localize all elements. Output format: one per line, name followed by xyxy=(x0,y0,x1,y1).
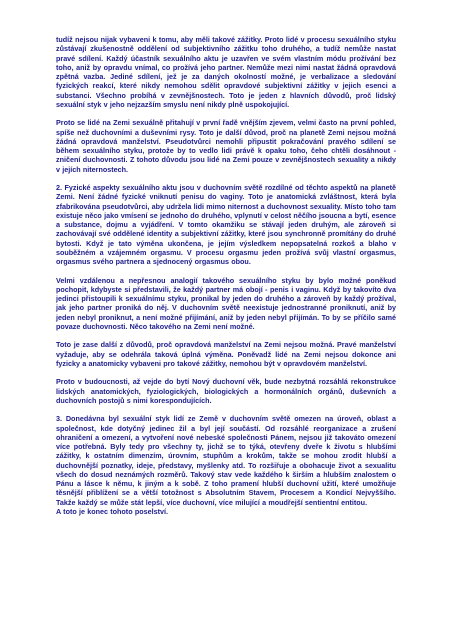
paragraph-gap xyxy=(56,109,396,118)
paragraph-gap xyxy=(56,266,396,275)
paragraph-gap xyxy=(56,174,396,183)
paragraph-gap xyxy=(56,331,396,340)
paragraph-5: Toto je zase další z důvodů, proč opravdová manželství na Zemi nejsou možná. Pravé manželství vyžaduje, aby se odehrála taková úplná výměna. Poněvadž lidé na Zemi nejsou dokonce ani fyzicky a anatomicky vybaveni pro takové zážitky, nemohou být v opravdovém manželství. xyxy=(56,340,396,368)
paragraph-7: 3. Donedávna byl sexuální styk lidí ze Země v duchovním světě omezen na úroveň, oblast a společnost, kde dotyčný jedinec žil a byl její součástí. Od rozsáhlé reorganizace a zrušení ohraničení a omezení, a vytvoření nové nebeské společnosti Pánem, nejsou již takováto omezení více potřebná. Byly tedy pro všechny ty, jichž se to týká, otevřeny dveře k životu s hlubšími zážitky, k ostatním dimenzím, úrovním, stupňům a krokům, takže se mohou zrodit hlubší a duchovnější poznatky, ideje, představy, myšlenky atd. To rozšiřuje a obohacuje život a sexualitu všech do dosud neznámých rozměrů. Takový stav vede každého k širším a hlubším znalostem o Pánu a lásce k němu, k jiným a k sobě. Z toho pramení hlubší duchovní užití, které umožňuje těsnější přiblížení se a větší totožnost s Absolutním Stavem, Procesem a Kondicí Nejvyššího. Takže každý se může stát lepší, více duchovní, více milující a moudřejší sentientní entitou. xyxy=(56,414,396,507)
paragraph-2: Proto se lidé na Zemi sexuálně přitahují v první řadě vnějším zjevem, velmi často na první pohled, spíše než duchovními a duševními rysy. Toto je další důvod, proč na planetě Zemi nejsou možná žádná opravdová manželství. Pseudotvůrci nemohli připustit pokračování pravého sdílení se během sexuálního styku, protože by to vedlo lidi právě k opaku toho, čeho chtěli dosáhnout - zničení duchovnosti. Z tohoto důvodu jsou lidé na Zemi pouze v zevnějšnostech sexuality a nikdy v jejích niternostech. xyxy=(56,118,396,174)
paragraph-3: 2. Fyzické aspekty sexuálního aktu jsou v duchovním světě rozdílné od těchto aspektů na planetě Zemi. Není žádné fyzické vniknutí penisu do vaginy. Toto je anatomická zvláštnost, která byla zfabrikována pseudotvůrci, aby udržela lidi mimo niternost a duchovnost sexuality. Místo toho tam existuje něco jako vmísení se jednoho do druhého, vplynutí v celost něčího jsoucna a bytí, esence a substance, dojmu a vyjádření. V tomto okamžiku se stávají jeden druhým, ale zároveň si zachovávají své oddělené identity a subjektivní zážitky, které jsou synchronně promítány do druhé bytosti. Když je tato výměna ukončena, je jejím výsledkem nepopsatelná rozkoš a blaho v souběžném a vzájemném orgasmu. V procesu orgasmu jeden prožívá svůj vlastní orgasmus, orgasmus svého partnera a sjednocený orgasmus obou. xyxy=(56,183,396,266)
paragraph-1: tudíž nejsou nijak vybaveni k tomu, aby měli takové zážitky. Proto lidé v procesu sexuálního styku zůstávají zkušenostně oddělení od subjektivního zážitku toho druhého, a tudíž nemůže nastat pravé sdílení. Každý účastník sexuálního aktu je uzavřen ve svém vlastním módu prožívání bez toho, aniž by opravdu vnímal, co prožívá jeho partner. Nemůže mezi nimi nastat žádná opravdová zpětná vazba. Jediné sdílení, jež je za daných okolností možné, je verbalizace a sledování fyzických reakcí, které nikdy nemohou sdělit opravdové subjektivní zážitky v jejich esenci a substanci. Všechno probíhá v zevnějšnostech. Toto je jeden z hlavních důvodů, proč lidský sexuální styk v jeho nejzazším smyslu není nikdy plně uspokojující. xyxy=(56,35,396,109)
paragraph-gap xyxy=(56,368,396,377)
paragraph-gap xyxy=(56,405,396,414)
closing-line: A toto je konec tohoto poselství. xyxy=(56,506,168,516)
paragraph-6: Proto v budoucnosti, až vejde do bytí Nový duchovní věk, bude nezbytná rozsáhlá rekonstrukce lidských anatomických, fyziologických, biologických a hormonálních orgánů, duševních a duchovních postojů s nimi korespondujících. xyxy=(56,377,396,405)
paragraph-4: Velmi vzdálenou a nepřesnou analogií takového sexuálního styku by bylo možné poněkud pochopit, kdybyste si představili, že každý partner má obojí - penis i vaginu. Když by takovíto dva jedinci přistoupili k sexuálnímu styku, pronikal by jeden do druhého a zároveň by každý prožíval, jak jeho partner proniká do něj. V duchovním světě neexistuje jednostranné proniknutí, aniž by jeden nebyl proniknut, a není možné přijímání, aniž by jeden nebyl přijímán. To by se příčilo samé povaze duchovnosti. Něco takového na Zemi není možné. xyxy=(56,275,396,331)
